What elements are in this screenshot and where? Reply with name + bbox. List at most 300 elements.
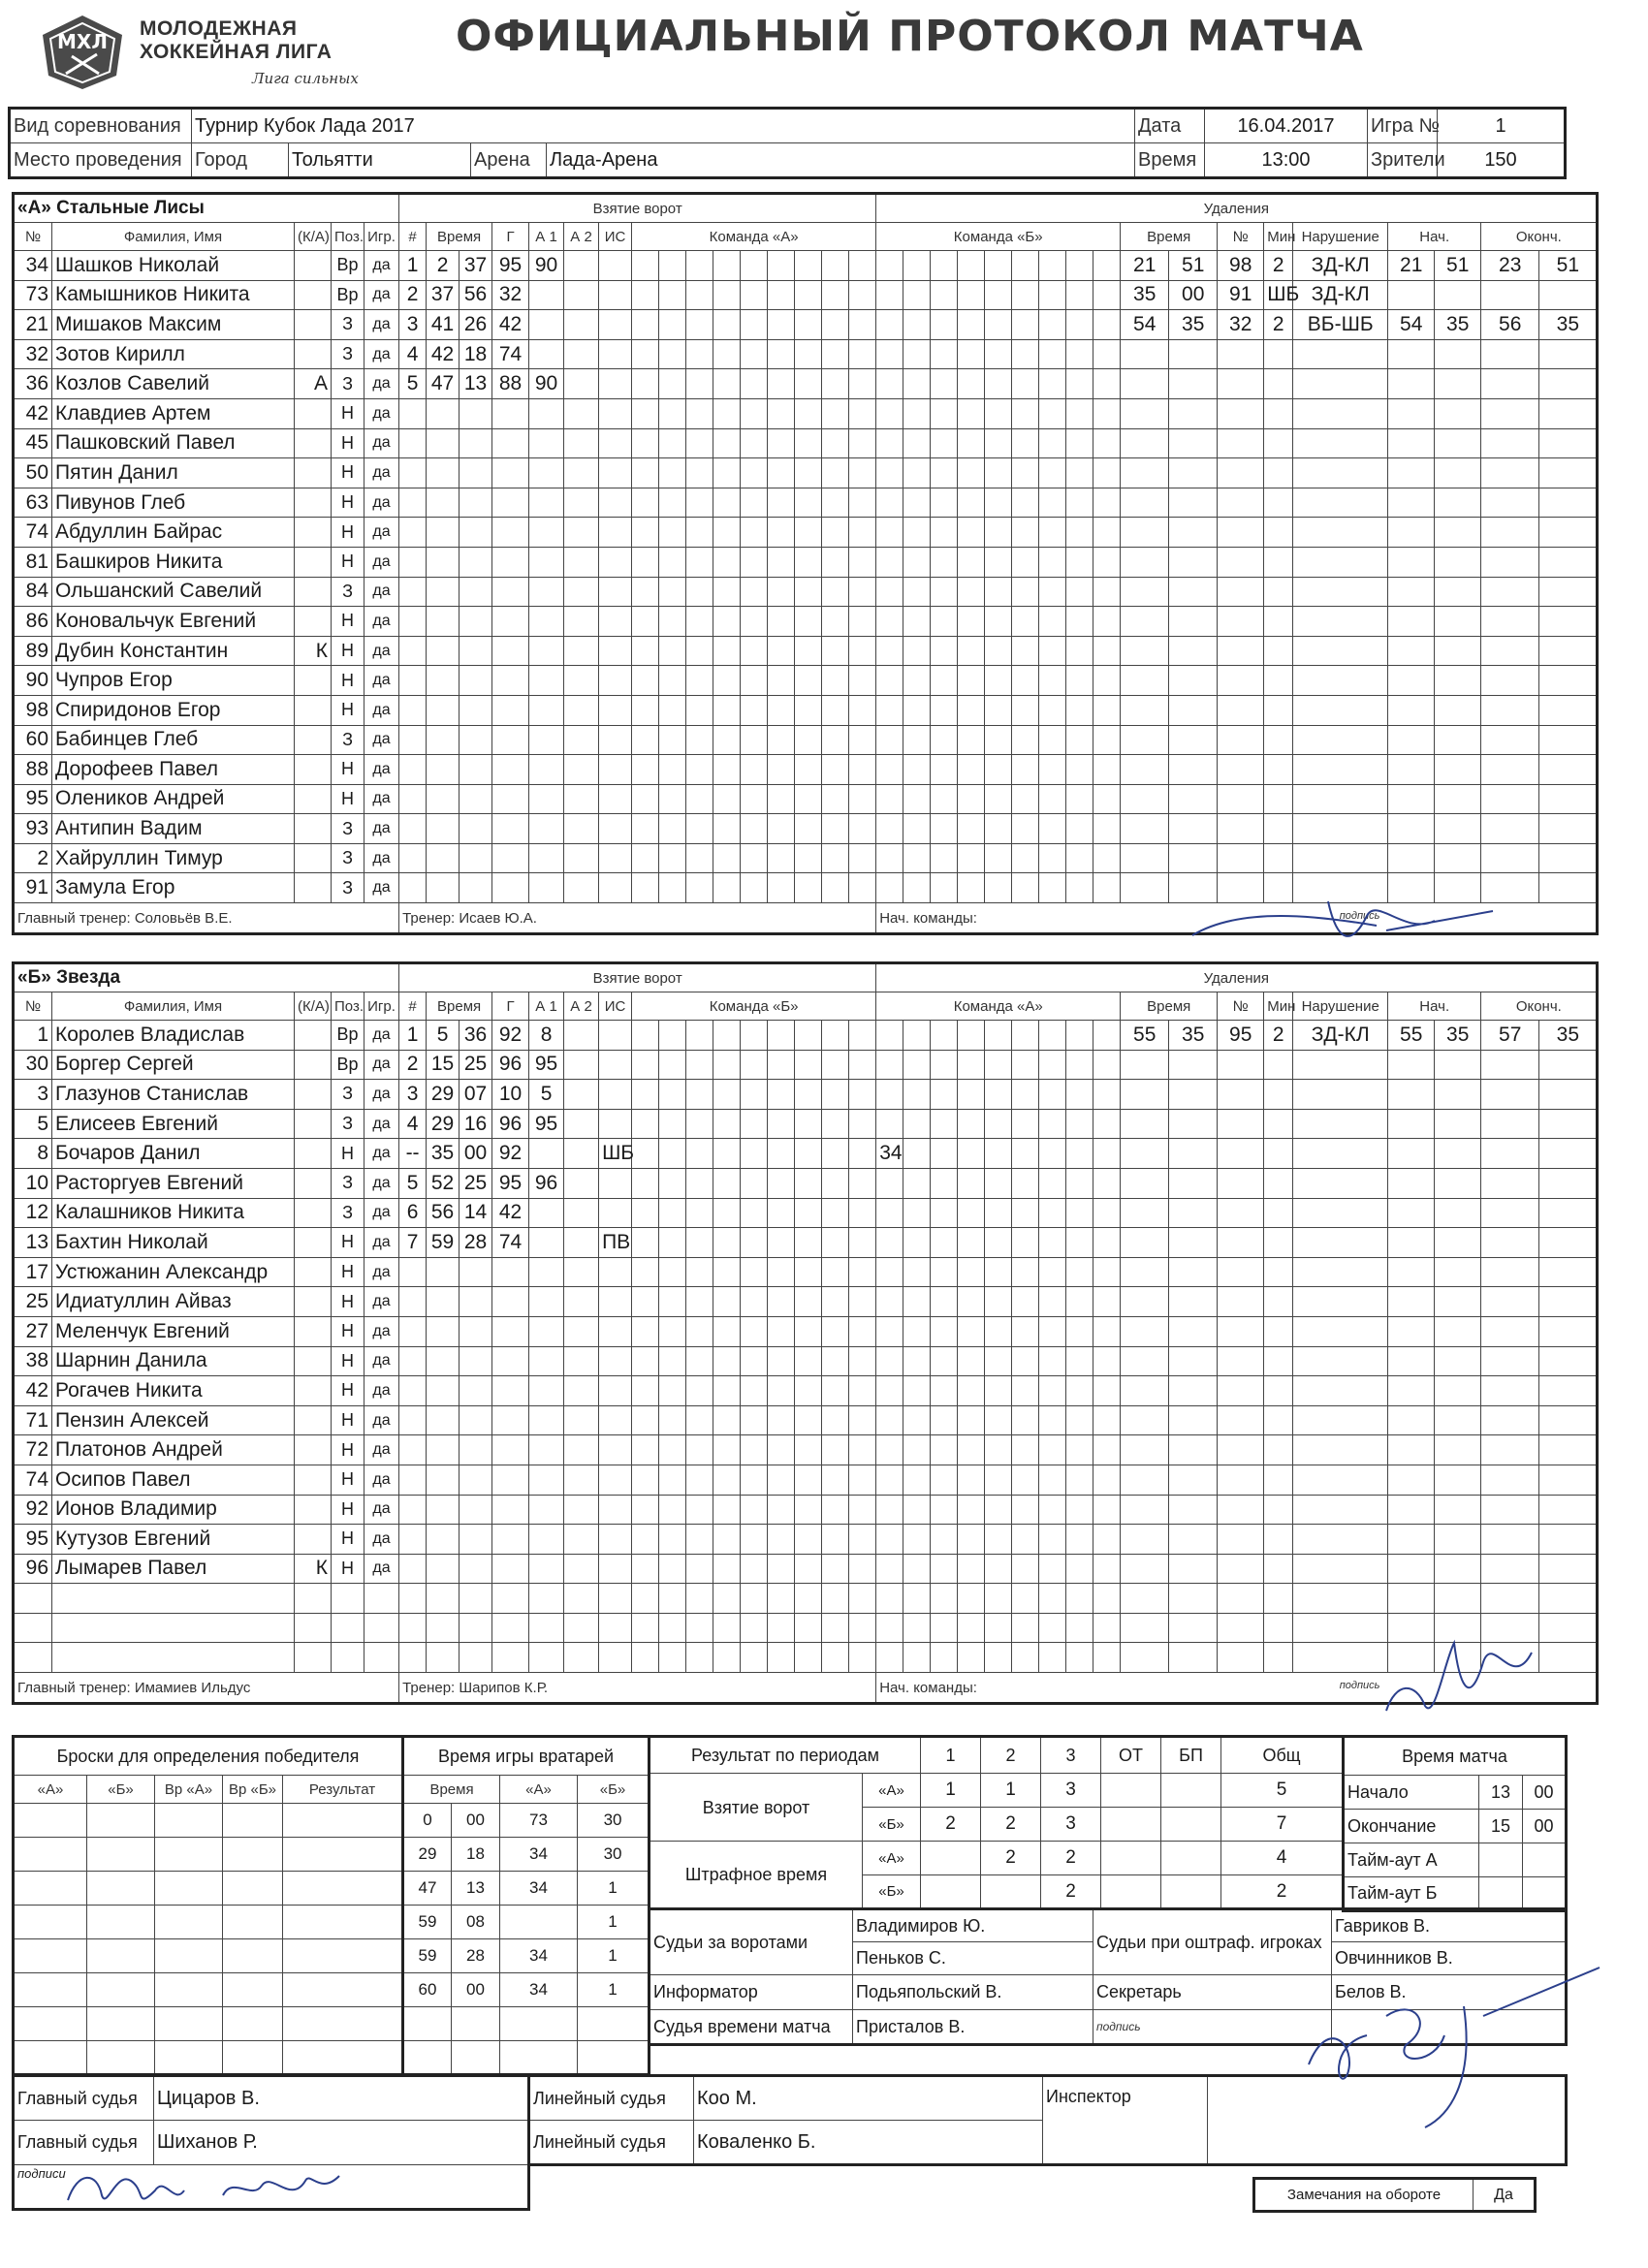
- pen-start-min: [1388, 784, 1435, 814]
- goalie-col-a: «А»: [500, 1776, 578, 1804]
- goal-assist1: [529, 428, 564, 458]
- goal-scorer: [492, 547, 529, 577]
- goal-min: [427, 814, 460, 844]
- goalie-time-title: Время игры вратарей: [403, 1737, 650, 1776]
- goalie-a: 34: [500, 1872, 578, 1906]
- secretary-signature: [1289, 1958, 1609, 2132]
- pen-sec: [1169, 755, 1218, 785]
- pen-violation: [1293, 577, 1388, 607]
- pen-player: [1218, 814, 1264, 844]
- goal-situation: [599, 398, 632, 428]
- goal-scorer: [492, 755, 529, 785]
- player-name: Коновальчук Евгений: [52, 607, 295, 637]
- pen-start-min: [1388, 577, 1435, 607]
- goal-number: 3: [399, 310, 427, 340]
- pen-player: [1218, 1287, 1264, 1317]
- goal-situation: [599, 784, 632, 814]
- pen-minutes: [1264, 1139, 1293, 1169]
- player-captain: [295, 1584, 332, 1614]
- goal-min: 47: [427, 369, 460, 399]
- period-col: БП: [1161, 1737, 1221, 1774]
- pen-start-min: [1388, 488, 1435, 518]
- goal-sec: [460, 725, 492, 755]
- pen-min: [1121, 339, 1169, 369]
- player-position: Н: [332, 1139, 364, 1169]
- pen-player: [1218, 1050, 1264, 1080]
- pen-start-min: [1388, 1050, 1435, 1080]
- period-value: 2: [1221, 1875, 1344, 1909]
- goal-number: 4: [399, 1109, 427, 1139]
- goal-scorer: [492, 1495, 529, 1525]
- pen-end-min: [1481, 1168, 1539, 1198]
- goal-number: [399, 1316, 427, 1346]
- goal-number: 5: [399, 369, 427, 399]
- pen-sec: [1169, 1495, 1218, 1525]
- player-captain: [295, 1228, 332, 1258]
- goal-situation: [599, 1109, 632, 1139]
- pen-end-sec: [1539, 1376, 1598, 1406]
- pen-end-sec: [1539, 488, 1598, 518]
- goalie-a: 34: [500, 1939, 578, 1973]
- goal-assist2: [564, 725, 599, 755]
- pen-start-min: [1388, 1554, 1435, 1584]
- match-time-title: Время матча: [1344, 1737, 1567, 1776]
- goal-assist2: [564, 843, 599, 873]
- goal-sec: [460, 607, 492, 637]
- table-row: [14, 1021, 1598, 1051]
- goal-situation: [599, 1316, 632, 1346]
- player-played: да: [364, 784, 399, 814]
- goal-assist1: [529, 1228, 564, 1258]
- period-value: [1161, 1774, 1221, 1808]
- player-name: Рогачев Никита: [52, 1376, 295, 1406]
- pen-violation: [1293, 1584, 1388, 1614]
- goal-number: [399, 1287, 427, 1317]
- pen-end-min: [1481, 607, 1539, 637]
- table-row: [403, 1804, 650, 1838]
- pen-end-min: [1481, 636, 1539, 666]
- player-position: З: [332, 814, 364, 844]
- secretary-value: Белов В.: [1332, 1975, 1567, 2010]
- player-number: 74: [14, 518, 52, 548]
- pen-min: [1121, 1495, 1169, 1525]
- player-position: З: [332, 339, 364, 369]
- ref-label-2: Главный судья: [14, 2121, 154, 2165]
- pen-min: [1121, 873, 1169, 903]
- notes-table: [1252, 2177, 1537, 2213]
- goal-assist2: [564, 814, 599, 844]
- pen-minutes: [1264, 1316, 1293, 1346]
- player-number: 25: [14, 1287, 52, 1317]
- goal-assist2: [564, 784, 599, 814]
- player-played: да: [364, 1021, 399, 1051]
- player-captain: [295, 1465, 332, 1495]
- goal-scorer: 74: [492, 339, 529, 369]
- table-row: [403, 1939, 650, 1973]
- pen-end-min: [1481, 695, 1539, 725]
- pen-violation: [1293, 518, 1388, 548]
- pen-start-min: [1388, 1376, 1435, 1406]
- player-captain: [295, 814, 332, 844]
- player-position: Н: [332, 636, 364, 666]
- goal-sec: 56: [460, 280, 492, 310]
- player-position: [332, 1643, 364, 1673]
- pen-start-min: [1388, 1495, 1435, 1525]
- goal-number: --: [399, 1139, 427, 1169]
- goal-min: [427, 547, 460, 577]
- goal-situation: [599, 695, 632, 725]
- goal-scorer: [492, 1643, 529, 1673]
- pen-minutes: [1264, 369, 1293, 399]
- goalie-sec: 00: [452, 1973, 500, 2007]
- pen-min: [1121, 1643, 1169, 1673]
- pen-violation: ЗД-КЛ: [1293, 251, 1388, 281]
- goal-assist1: 5: [529, 1080, 564, 1110]
- goal-scorer: [492, 1376, 529, 1406]
- pen-player: [1218, 1435, 1264, 1465]
- team-a-table: [12, 192, 1599, 935]
- player-name: Олеников Андрей: [52, 784, 295, 814]
- pen-end-sec: [1539, 784, 1598, 814]
- player-name: Мишаков Максим: [52, 310, 295, 340]
- player-number: 74: [14, 1465, 52, 1495]
- goalie-min: 47: [403, 1872, 452, 1906]
- pen-end-min: [1481, 1109, 1539, 1139]
- col-team-own: Команда «А»: [632, 223, 876, 251]
- goal-assist2: [564, 1346, 599, 1376]
- goal-assist2: [564, 1050, 599, 1080]
- pen-player: [1218, 488, 1264, 518]
- col-ka: (К/А): [295, 223, 332, 251]
- player-played: да: [364, 310, 399, 340]
- informer-label: Информатор: [650, 1975, 853, 2010]
- player-name: Кутузов Евгений: [52, 1525, 295, 1555]
- player-name: Дубин Константин: [52, 636, 295, 666]
- pen-end-sec: [1539, 1139, 1598, 1169]
- table-row: [14, 1465, 1598, 1495]
- pen-min: [1121, 1584, 1169, 1614]
- goal-sec: [460, 1287, 492, 1317]
- pen-player: [1218, 695, 1264, 725]
- goalie-a: 34: [500, 1973, 578, 2007]
- col-pos: Поз.: [332, 992, 364, 1021]
- goal-assist1: 96: [529, 1168, 564, 1198]
- competition-label: Вид соревнования: [10, 109, 192, 143]
- shootout-title: Броски для определения победителя: [14, 1737, 403, 1776]
- pen-sec: [1169, 1435, 1218, 1465]
- player-played: да: [364, 755, 399, 785]
- pen-violation: [1293, 725, 1388, 755]
- player-name: Козлов Савелий: [52, 369, 295, 399]
- player-captain: [295, 518, 332, 548]
- goal-situation: ШБ: [599, 1139, 632, 1169]
- player-position: З: [332, 843, 364, 873]
- pen-end-min: [1481, 1495, 1539, 1525]
- col-name: Фамилия, Имя: [52, 223, 295, 251]
- pen-start-min: [1388, 636, 1435, 666]
- goal-situation: [599, 518, 632, 548]
- pen-sec: [1169, 1525, 1218, 1555]
- pen-sec: [1169, 518, 1218, 548]
- goal-assist1: [529, 1495, 564, 1525]
- pen-violation: [1293, 784, 1388, 814]
- pen-start-sec: [1435, 607, 1481, 637]
- player-number: 1: [14, 1021, 52, 1051]
- table-row: [14, 1257, 1598, 1287]
- player-captain: [295, 1139, 332, 1169]
- goal-min: [427, 636, 460, 666]
- time-value: 13:00: [1205, 143, 1368, 178]
- match-time-table: [1342, 1735, 1568, 1912]
- goal-situation: [599, 1465, 632, 1495]
- pen-minutes: [1264, 1198, 1293, 1228]
- col-ka: (К/А): [295, 992, 332, 1021]
- shootout-col: Вр «Б»: [223, 1776, 283, 1804]
- player-number: 63: [14, 488, 52, 518]
- player-name: Лымарев Павел: [52, 1554, 295, 1584]
- goal-assist1: [529, 1346, 564, 1376]
- goal-situation: [599, 369, 632, 399]
- pen-violation: [1293, 1405, 1388, 1435]
- player-name: Клавдиев Артем: [52, 398, 295, 428]
- pen-player: 98: [1218, 251, 1264, 281]
- goal-scorer: 92: [492, 1021, 529, 1051]
- player-captain: [295, 1109, 332, 1139]
- player-played: да: [364, 1316, 399, 1346]
- goal-scorer: [492, 1346, 529, 1376]
- goal-sec: [460, 1435, 492, 1465]
- goal-assist1: [529, 339, 564, 369]
- pen-min: 21: [1121, 251, 1169, 281]
- pen-sec: [1169, 398, 1218, 428]
- player-position: З: [332, 1109, 364, 1139]
- goal-scorer: [492, 607, 529, 637]
- player-captain: [295, 1346, 332, 1376]
- pen-min: [1121, 458, 1169, 488]
- goal-scorer: 96: [492, 1109, 529, 1139]
- goal-assist1: [529, 1613, 564, 1643]
- player-name: Бабинцев Глеб: [52, 725, 295, 755]
- period-value: 2: [981, 1842, 1041, 1875]
- goal-min: [427, 1346, 460, 1376]
- player-captain: [295, 873, 332, 903]
- pen-minutes: [1264, 1376, 1293, 1406]
- goal-situation: [599, 1584, 632, 1614]
- pen-end-sec: [1539, 814, 1598, 844]
- pen-min: [1121, 547, 1169, 577]
- player-name: Устюжанин Александр: [52, 1257, 295, 1287]
- goal-scorer: [492, 1525, 529, 1555]
- player-played: да: [364, 1346, 399, 1376]
- ref-1: Цицаров В.: [154, 2076, 529, 2121]
- goal-number: [399, 873, 427, 903]
- goal-assist2: [564, 310, 599, 340]
- player-name: Глазунов Станислав: [52, 1080, 295, 1110]
- pen-player: [1218, 1139, 1264, 1169]
- pen-end-sec: [1539, 1228, 1598, 1258]
- col-hash: #: [399, 992, 427, 1021]
- player-number: 36: [14, 369, 52, 399]
- pen-end-min: [1481, 1257, 1539, 1287]
- pen-violation: [1293, 1346, 1388, 1376]
- pen-end-sec: [1539, 666, 1598, 696]
- time-label: Время: [1135, 143, 1205, 178]
- player-number: 45: [14, 428, 52, 458]
- player-played: да: [364, 843, 399, 873]
- pen-min: [1121, 488, 1169, 518]
- period-value: [1161, 1808, 1221, 1842]
- goal-judge-1: Владимиров Ю.: [853, 1909, 1093, 1942]
- goal-assist2: [564, 1376, 599, 1406]
- player-number: 8: [14, 1139, 52, 1169]
- shootout-col: Вр «А»: [155, 1776, 223, 1804]
- goal-assist2: [564, 369, 599, 399]
- pen-end-min: [1481, 1405, 1539, 1435]
- goal-sec: [460, 666, 492, 696]
- goal-assist2: [564, 666, 599, 696]
- goalie-time-table: [401, 1735, 650, 2076]
- table-row: [14, 280, 1598, 310]
- coach: Тренер: Исаев Ю.А.: [399, 903, 876, 934]
- head-coach: Главный тренер: Соловьёв В.Е.: [14, 903, 399, 934]
- goal-sec: [460, 1525, 492, 1555]
- pen-violation: [1293, 547, 1388, 577]
- period-value: [1101, 1774, 1161, 1808]
- pen-violation: [1293, 1198, 1388, 1228]
- goal-scorer: 92: [492, 1139, 529, 1169]
- goal-situation: [599, 339, 632, 369]
- player-number: 10: [14, 1168, 52, 1198]
- goal-scorer: [492, 873, 529, 903]
- pen-minutes: [1264, 1613, 1293, 1643]
- pen-end-sec: [1539, 1405, 1598, 1435]
- pen-sec: [1169, 369, 1218, 399]
- goal-number: 5: [399, 1168, 427, 1198]
- goal-scorer: 96: [492, 1050, 529, 1080]
- pen-player: [1218, 1228, 1264, 1258]
- periods-table: [648, 1735, 1345, 1910]
- pen-start-sec: [1435, 488, 1481, 518]
- goal-assist2: [564, 1080, 599, 1110]
- player-played: да: [364, 607, 399, 637]
- player-name: Чупров Егор: [52, 666, 295, 696]
- player-position: Вр: [332, 251, 364, 281]
- table-row: [650, 1774, 1344, 1808]
- pen-end-min: [1481, 1287, 1539, 1317]
- player-number: 84: [14, 577, 52, 607]
- pen-violation: [1293, 1643, 1388, 1673]
- pen-minutes: [1264, 458, 1293, 488]
- goal-sec: [460, 488, 492, 518]
- pen-player: [1218, 458, 1264, 488]
- col-a2: А 2: [564, 992, 599, 1021]
- goal-min: [427, 607, 460, 637]
- goal-number: [399, 1525, 427, 1555]
- goal-sec: [460, 1257, 492, 1287]
- player-played: да: [364, 695, 399, 725]
- player-number: [14, 1613, 52, 1643]
- player-played: да: [364, 1080, 399, 1110]
- goal-number: [399, 607, 427, 637]
- player-played: да: [364, 428, 399, 458]
- end-hours: 15: [1479, 1810, 1523, 1843]
- team-chief-label: Нач. команды:: [879, 909, 977, 927]
- head-coach: Главный тренер: Имамиев Ильдус: [14, 1673, 399, 1704]
- col-goal-time: Время: [427, 223, 492, 251]
- pen-end-min: [1481, 547, 1539, 577]
- pen-start-sec: [1435, 577, 1481, 607]
- pen-violation: [1293, 755, 1388, 785]
- goal-scorer: 74: [492, 1228, 529, 1258]
- goal-situation: [599, 1405, 632, 1435]
- pen-min: [1121, 755, 1169, 785]
- goal-assist1: [529, 280, 564, 310]
- pen-player: [1218, 666, 1264, 696]
- goal-sec: 18: [460, 339, 492, 369]
- player-number: 92: [14, 1495, 52, 1525]
- player-played: да: [364, 725, 399, 755]
- period-team: «А»: [863, 1774, 921, 1808]
- pen-start-sec: [1435, 666, 1481, 696]
- player-position: Н: [332, 695, 364, 725]
- goal-assist1: [529, 577, 564, 607]
- pen-start-min: [1388, 547, 1435, 577]
- pen-start-sec: [1435, 1405, 1481, 1435]
- pen-minutes: [1264, 1287, 1293, 1317]
- goal-min: [427, 784, 460, 814]
- goal-assist2: [564, 577, 599, 607]
- player-name: [52, 1613, 295, 1643]
- player-captain: [295, 755, 332, 785]
- goalie-min: 29: [403, 1838, 452, 1872]
- secretary-signature-label: подпись: [1096, 2020, 1141, 2033]
- pen-sec: [1169, 607, 1218, 637]
- player-number: [14, 1643, 52, 1673]
- goal-situation: [599, 1050, 632, 1080]
- pen-start-sec: [1435, 458, 1481, 488]
- pen-minutes: [1264, 755, 1293, 785]
- player-position: З: [332, 577, 364, 607]
- pen-start-sec: [1435, 1257, 1481, 1287]
- pen-player: [1218, 755, 1264, 785]
- player-played: да: [364, 666, 399, 696]
- goal-assist1: [529, 755, 564, 785]
- pen-violation: [1293, 1228, 1388, 1258]
- goal-assist1: [529, 607, 564, 637]
- goalie-sec: 13: [452, 1872, 500, 1906]
- pen-min: 35: [1121, 280, 1169, 310]
- pen-end-min: [1481, 784, 1539, 814]
- pen-start-min: [1388, 1346, 1435, 1376]
- match-info-table: [8, 107, 1567, 179]
- goal-sec: [460, 636, 492, 666]
- pen-start-min: 21: [1388, 251, 1435, 281]
- col-a2: А 2: [564, 223, 599, 251]
- goalie-b: 1: [578, 1906, 650, 1939]
- pen-start-min: [1388, 369, 1435, 399]
- period-col: 2: [981, 1737, 1041, 1774]
- team-b-table: [12, 961, 1599, 1705]
- goal-situation: [599, 458, 632, 488]
- pen-end-min: [1481, 1228, 1539, 1258]
- goal-min: [427, 1405, 460, 1435]
- pen-end-min: [1481, 1465, 1539, 1495]
- pen-min: [1121, 607, 1169, 637]
- pen-min: [1121, 1080, 1169, 1110]
- goal-assist1: [529, 1525, 564, 1555]
- pen-minutes: [1264, 1228, 1293, 1258]
- goalie-sec: 28: [452, 1939, 500, 1973]
